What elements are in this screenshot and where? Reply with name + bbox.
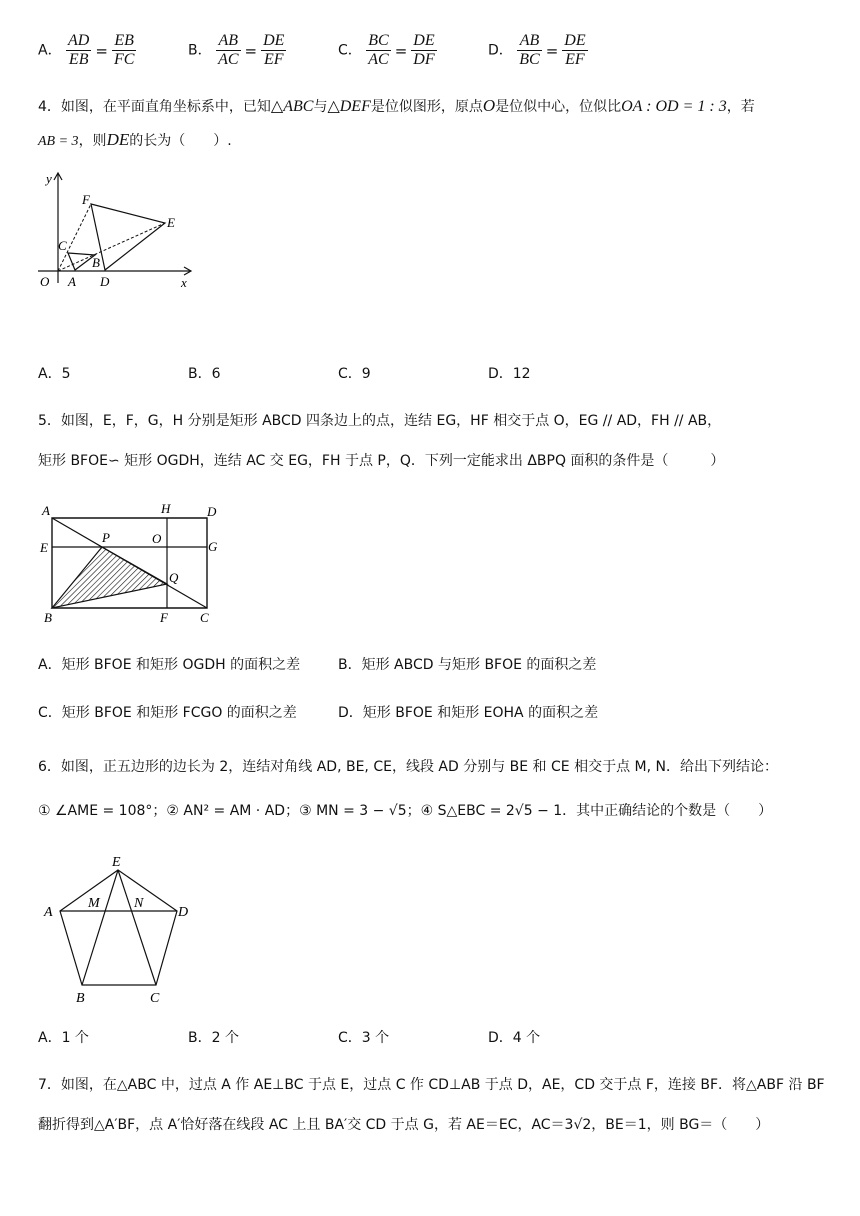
q4-figure bbox=[34, 168, 204, 298]
q3-option-d[interactable]: D． $\frac{AB}{BC}$ = $\frac{DE}{EF}$ bbox=[488, 32, 586, 68]
q7-stem-line1: 7．如图，在△ABC 中，过点 A 作 AE⊥BC 于点 E，过点 C 作 CD⊥AB 于点 D，AE，CD 交于点 F，连接 BF．将△ABF 沿 BF bbox=[38, 1077, 825, 1093]
svg-text:G: G bbox=[208, 539, 218, 554]
q5-option-d[interactable]: D．矩形 BFOE 和矩形 EOHA 的面积之差 bbox=[338, 705, 599, 721]
q4-option-c[interactable]: C．9 bbox=[338, 366, 371, 382]
svg-text:B: B bbox=[92, 255, 100, 270]
svg-text:A: A bbox=[44, 905, 53, 920]
fraction: $\frac{DE}{DF}$ bbox=[413, 32, 435, 68]
fraction: $\frac{AD}{EB}$ bbox=[68, 32, 90, 68]
q4-option-a[interactable]: A．5 bbox=[38, 366, 71, 382]
svg-text:A: A bbox=[68, 274, 76, 289]
svg-text:D: D bbox=[100, 274, 110, 289]
q4-option-d[interactable]: D．12 bbox=[488, 366, 531, 382]
svg-text:F: F bbox=[82, 192, 90, 207]
q4-stem-line1: 4．如图，在平面直角坐标系中，已知△ABC与△DEF是位似图形，原点O是位似中心，位似比OA : OD = 1 : 3，若 bbox=[38, 96, 755, 115]
svg-text:N: N bbox=[134, 896, 144, 911]
svg-text:C: C bbox=[150, 991, 160, 1005]
svg-text:M: M bbox=[88, 896, 100, 911]
svg-text:O: O bbox=[152, 531, 162, 546]
q3-option-c[interactable]: C． $\frac{BC}{AC}$ = $\frac{DE}{DF}$ bbox=[338, 32, 435, 68]
svg-text:H: H bbox=[161, 501, 171, 516]
q6-option-d[interactable]: D．4 个 bbox=[488, 1030, 541, 1046]
fraction: $\frac{BC}{AC}$ bbox=[368, 32, 389, 68]
svg-text:B: B bbox=[44, 610, 52, 625]
svg-text:C: C bbox=[200, 610, 209, 625]
q6-stem-line2: ① ∠AME = 108°；② AN² = AM · AD；③ MN = 3 − √5；④ S△EBC = 2√5 − 1．其中正确结论的个数是（ ） bbox=[38, 803, 773, 819]
q3-option-b[interactable]: B． $\frac{AB}{AC}$ = $\frac{DE}{EF}$ bbox=[188, 32, 285, 68]
q3-option-a[interactable]: A． $\frac{AD}{EB}$ = $\frac{EB}{FC}$ bbox=[38, 32, 135, 68]
q4-option-b[interactable]: B．6 bbox=[188, 366, 221, 382]
q6-option-a[interactable]: A．1 个 bbox=[38, 1030, 89, 1046]
svg-text:P: P bbox=[102, 530, 110, 545]
q5-figure bbox=[36, 500, 236, 628]
q5-stem-line2: 矩形 BFOE∽ 矩形 OGDH，连结 AC 交 EG，FH 于点 P，Q．下列一定能求出 ΔBPQ 面积的条件是（ ） bbox=[38, 453, 725, 469]
svg-text:O: O bbox=[40, 274, 50, 289]
q5-stem-line1: 5．如图，E，F，G，H 分别是矩形 ABCD 四条边上的点，连结 EG，HF 相交于点 O，EG // AD，FH // AB， bbox=[38, 413, 722, 429]
fraction: $\frac{AB}{BC}$ bbox=[519, 32, 540, 68]
svg-text:E: E bbox=[167, 215, 175, 230]
svg-text:A: A bbox=[42, 503, 50, 518]
fraction: $\frac{AB}{AC}$ bbox=[218, 32, 239, 68]
svg-text:C: C bbox=[58, 238, 67, 253]
q4-stem-line2: AB = 3，则DE的长为（ ）. bbox=[38, 130, 232, 149]
q7-stem-line2: 翻折得到△A′BF，点 A′恰好落在线段 AC 上且 BA′交 CD 于点 G，若 AE＝EC，AC＝3√2，BE＝1，则 BG＝（ ） bbox=[38, 1117, 770, 1133]
q6-figure bbox=[36, 850, 206, 1005]
q5-option-c[interactable]: C．矩形 BFOE 和矩形 FCGO 的面积之差 bbox=[38, 705, 297, 721]
q5-option-a[interactable]: A．矩形 BFOE 和矩形 OGDH 的面积之差 bbox=[38, 657, 301, 673]
q5-option-b[interactable]: B．矩形 ABCD 与矩形 BFOE 的面积之差 bbox=[338, 657, 597, 673]
svg-text:F: F bbox=[160, 610, 168, 625]
svg-text:E: E bbox=[112, 855, 121, 870]
q6-option-b[interactable]: B．2 个 bbox=[188, 1030, 239, 1046]
svg-text:B: B bbox=[76, 991, 85, 1005]
fraction: $\frac{EB}{FC}$ bbox=[113, 32, 135, 68]
svg-text:D: D bbox=[207, 504, 217, 519]
fraction: $\frac{DE}{EF}$ bbox=[263, 32, 285, 68]
q6-stem-line1: 6．如图，正五边形的边长为 2，连结对角线 AD, BE, CE，线段 AD 分别与 BE 和 CE 相交于点 M, N．给出下列结论： bbox=[38, 759, 778, 775]
svg-text:y: y bbox=[46, 171, 52, 186]
fraction: $\frac{DE}{EF}$ bbox=[564, 32, 586, 68]
svg-text:Q: Q bbox=[169, 570, 179, 585]
svg-text:x: x bbox=[181, 275, 187, 290]
svg-text:E: E bbox=[40, 540, 48, 555]
q6-option-c[interactable]: C．3 个 bbox=[338, 1030, 390, 1046]
svg-text:D: D bbox=[178, 905, 189, 920]
